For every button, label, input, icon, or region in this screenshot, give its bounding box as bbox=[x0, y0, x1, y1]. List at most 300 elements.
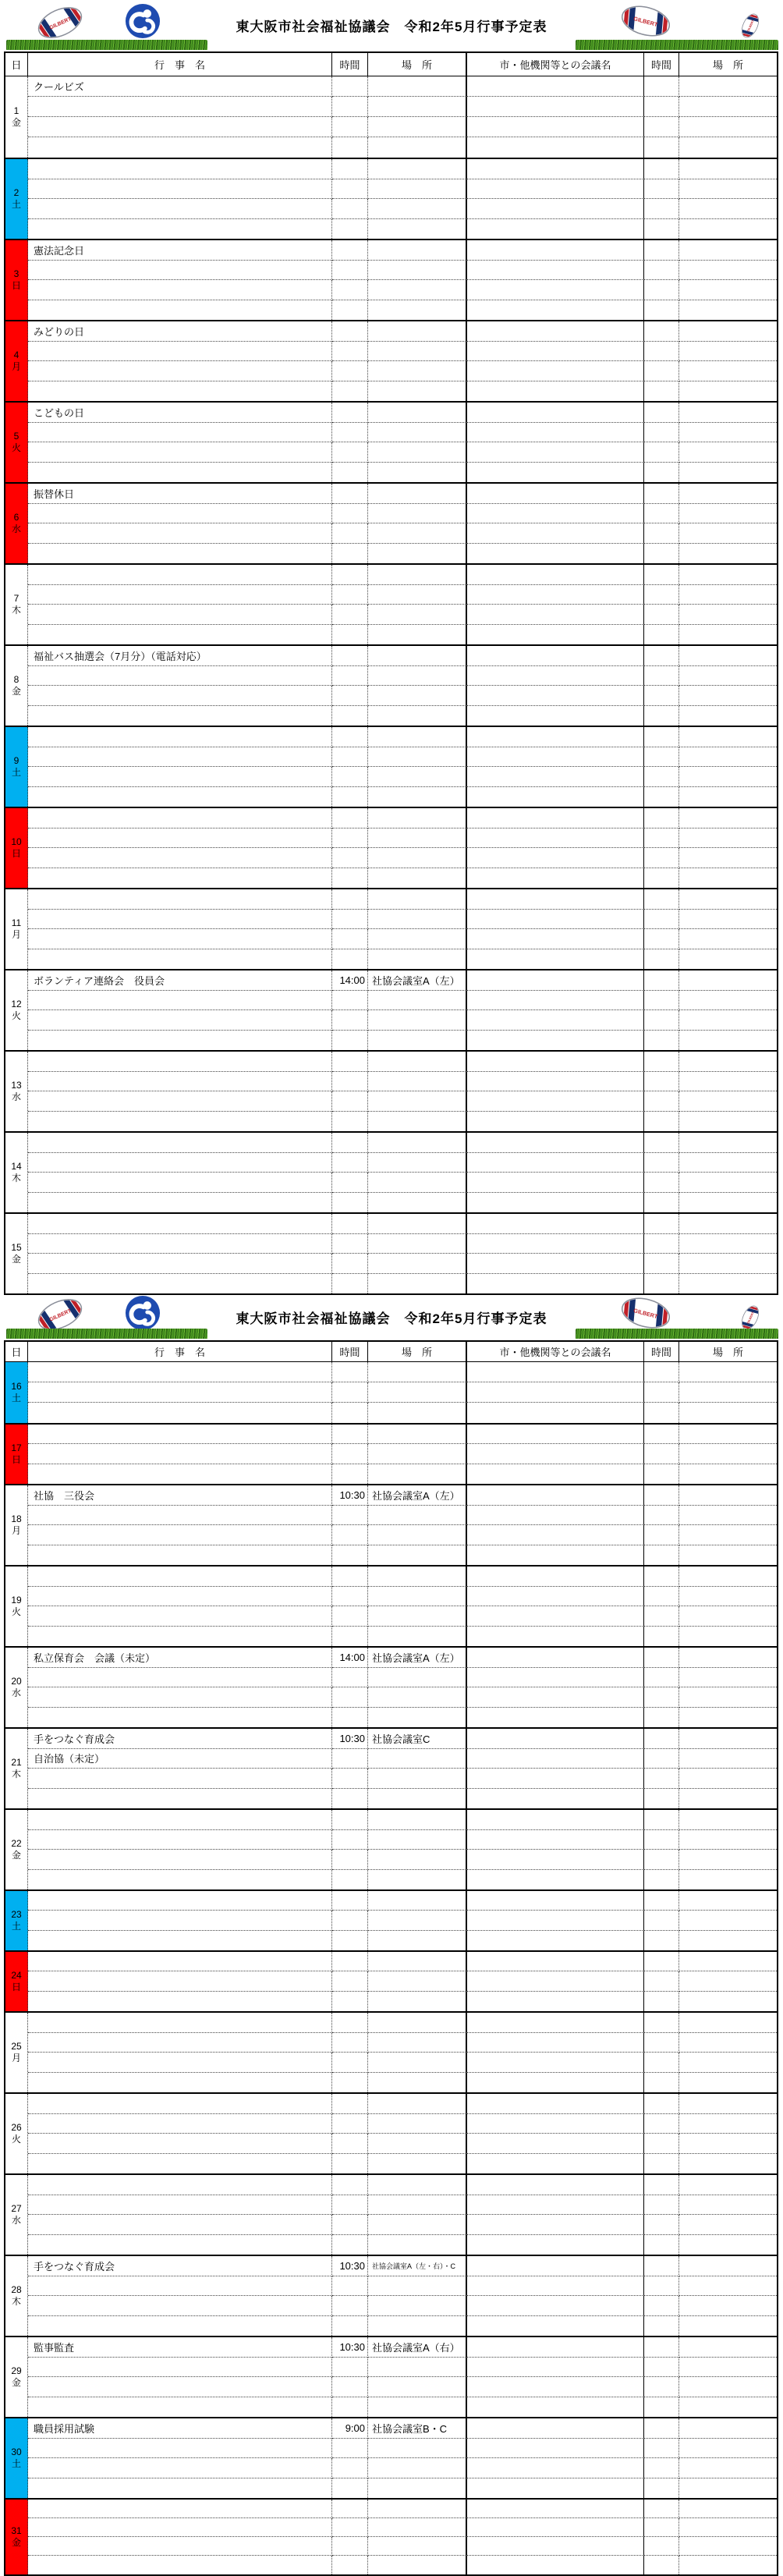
cell-p2-day19-r1 bbox=[679, 1587, 777, 1607]
cell-p2-day24-r1 bbox=[679, 1971, 777, 1991]
cell-p2-day25-r3 bbox=[679, 2073, 777, 2093]
day-row-4 bbox=[5, 320, 777, 401]
cell-mt-day8-r0 bbox=[467, 646, 644, 666]
cell-t1-day18-r1 bbox=[332, 1506, 368, 1526]
cell-ev-day2-r2 bbox=[28, 199, 332, 219]
cell-t1-day5-r2 bbox=[332, 442, 368, 463]
cell-t1-day12-r1 bbox=[332, 991, 368, 1011]
cell-ev-day2-r1 bbox=[28, 179, 332, 200]
cell-t2-day18-r3 bbox=[644, 1545, 679, 1566]
col-header-meeting: 市・他機関等との会議名 bbox=[467, 53, 644, 76]
cell-p2-day14-r2 bbox=[679, 1173, 777, 1193]
cell-t2-day17-r2 bbox=[644, 1464, 679, 1484]
cell-t2-day31-r0 bbox=[644, 2500, 679, 2518]
col-header-meeting: 市・他機関等との会議名 bbox=[467, 1342, 644, 1361]
cell-ev-day1-r0 bbox=[28, 76, 332, 97]
cell-t1-day20-r1 bbox=[332, 1668, 368, 1688]
day-label-7-木: 7 木 bbox=[5, 565, 28, 644]
cell-p2-day7-r0 bbox=[679, 565, 777, 585]
cell-p2-day11-r3 bbox=[679, 949, 777, 970]
cell-ev-day22-r1 bbox=[28, 1830, 332, 1850]
day-row-1 bbox=[5, 76, 777, 158]
cell-t2-day18-r1 bbox=[644, 1506, 679, 1526]
cell-p2-day5-r3 bbox=[679, 463, 777, 483]
cell-ev-day19-r0 bbox=[28, 1567, 332, 1587]
cell-p1-day31-r1 bbox=[368, 2518, 467, 2537]
cell-t1-day8-r1 bbox=[332, 666, 368, 687]
cell-p1-day17-r2 bbox=[368, 1464, 467, 1484]
cell-p2-day29-r0 bbox=[679, 2337, 777, 2358]
cell-t2-day30-r1 bbox=[644, 2439, 679, 2459]
cell-p1-day11-r0 bbox=[368, 889, 467, 910]
day-label-2-土: 2 土 bbox=[5, 159, 28, 239]
cell-p2-day1-r2 bbox=[679, 117, 777, 137]
day-label-12-火: 12 火 bbox=[5, 970, 28, 1050]
cell-t1-day15-r3 bbox=[332, 1274, 368, 1294]
cell-p2-day3-r0 bbox=[679, 240, 777, 261]
cell-p1-day18-r1 bbox=[368, 1506, 467, 1526]
cell-ev-day23-r1 bbox=[28, 1911, 332, 1930]
event-name: 監事監査 bbox=[34, 2341, 75, 2354]
cell-t1-day22-r3 bbox=[332, 1870, 368, 1890]
cell-mt-day19-r1 bbox=[467, 1587, 644, 1607]
cell-t1-day7-r1 bbox=[332, 585, 368, 605]
cell-p1-day16-r0 bbox=[368, 1362, 467, 1382]
cell-ev-day4-r1 bbox=[28, 342, 332, 362]
cell-t1-day31-r2 bbox=[332, 2537, 368, 2556]
cell-t2-day7-r1 bbox=[644, 585, 679, 605]
cell-mt-day18-r0 bbox=[467, 1485, 644, 1506]
event-name: 福祉バス抽選会（7月分）（電話対応） bbox=[34, 650, 207, 662]
page-2 bbox=[0, 1295, 783, 2576]
cell-t1-day26-r1 bbox=[332, 2114, 368, 2134]
cell-t2-day3-r3 bbox=[644, 300, 679, 321]
cell-ev-day5-r0 bbox=[28, 403, 332, 423]
cell-t2-day25-r1 bbox=[644, 2033, 679, 2053]
cell-ev-day3-r2 bbox=[28, 280, 332, 300]
cell-t2-day5-r0 bbox=[644, 403, 679, 423]
cell-t2-day18-r2 bbox=[644, 1525, 679, 1545]
cell-mt-day1-r2 bbox=[467, 117, 644, 137]
cell-p1-day8-r0 bbox=[368, 646, 467, 666]
cell-p1-day19-r0 bbox=[368, 1567, 467, 1587]
day-label-23-土: 23 土 bbox=[5, 1891, 28, 1950]
event-name: クールビズ bbox=[34, 81, 84, 93]
cell-t1-day13-r1 bbox=[332, 1072, 368, 1092]
cell-t2-day13-r2 bbox=[644, 1091, 679, 1112]
cell-t1-day21-r0 bbox=[332, 1729, 368, 1749]
cell-p1-day13-r1 bbox=[368, 1072, 467, 1092]
cell-t2-day1-r3 bbox=[644, 137, 679, 158]
cell-mt-day28-r2 bbox=[467, 2296, 644, 2316]
cell-t1-day27-r0 bbox=[332, 2175, 368, 2195]
cell-t1-day14-r0 bbox=[332, 1133, 368, 1153]
cell-p2-day29-r1 bbox=[679, 2358, 777, 2378]
cell-p1-day7-r3 bbox=[368, 625, 467, 645]
cell-p2-day13-r0 bbox=[679, 1052, 777, 1072]
event-name: みどりの日 bbox=[34, 325, 85, 338]
cell-ev-day20-r2 bbox=[28, 1687, 332, 1708]
cell-t2-day10-r3 bbox=[644, 868, 679, 889]
day-label-28-木: 28 木 bbox=[5, 2256, 28, 2336]
cell-t1-day13-r3 bbox=[332, 1112, 368, 1132]
cell-p2-day11-r2 bbox=[679, 929, 777, 949]
cell-t1-day29-r3 bbox=[332, 2397, 368, 2418]
cell-t1-day18-r2 bbox=[332, 1525, 368, 1545]
cell-p1-day15-r3 bbox=[368, 1274, 467, 1294]
cell-t2-day27-r0 bbox=[644, 2175, 679, 2195]
event-name: こどもの日 bbox=[34, 406, 85, 419]
cell-p2-day22-r0 bbox=[679, 1810, 777, 1830]
cell-p1-day1-r3 bbox=[368, 137, 467, 158]
cell-ev-day12-r0 bbox=[28, 970, 332, 991]
cell-p2-day18-r0 bbox=[679, 1485, 777, 1506]
cell-p2-day18-r2 bbox=[679, 1525, 777, 1545]
cell-t2-day3-r0 bbox=[644, 240, 679, 261]
cell-mt-day23-r0 bbox=[467, 1891, 644, 1911]
cell-t2-day6-r2 bbox=[644, 523, 679, 544]
cell-t1-day1-r1 bbox=[332, 97, 368, 117]
cell-p2-day4-r1 bbox=[679, 342, 777, 362]
cell-t2-day29-r3 bbox=[644, 2397, 679, 2418]
cell-mt-day12-r0 bbox=[467, 970, 644, 991]
day-label-10-日: 10 日 bbox=[5, 808, 28, 888]
grass-decoration bbox=[6, 1329, 207, 1339]
event-time: 10:30 bbox=[339, 2340, 365, 2353]
cell-t2-day20-r3 bbox=[644, 1708, 679, 1728]
cell-p1-day3-r3 bbox=[368, 300, 467, 321]
cell-p2-day19-r3 bbox=[679, 1627, 777, 1647]
cell-mt-day14-r1 bbox=[467, 1153, 644, 1173]
cell-t1-day22-r2 bbox=[332, 1850, 368, 1870]
cell-t1-day11-r3 bbox=[332, 949, 368, 970]
cell-mt-day31-r1 bbox=[467, 2518, 644, 2537]
cell-mt-day16-r2 bbox=[467, 1403, 644, 1423]
cell-p2-day8-r3 bbox=[679, 706, 777, 726]
cell-mt-day25-r3 bbox=[467, 2073, 644, 2093]
day-label-14-木: 14 木 bbox=[5, 1133, 28, 1212]
cell-p1-day23-r1 bbox=[368, 1911, 467, 1930]
cell-t1-day18-r0 bbox=[332, 1485, 368, 1506]
cell-ev-day16-r0 bbox=[28, 1362, 332, 1382]
cell-mt-day15-r0 bbox=[467, 1214, 644, 1234]
cell-ev-day13-r3 bbox=[28, 1112, 332, 1132]
cell-ev-day15-r1 bbox=[28, 1234, 332, 1254]
cell-t1-day3-r0 bbox=[332, 240, 368, 261]
cell-mt-day26-r3 bbox=[467, 2154, 644, 2174]
cell-p2-day10-r3 bbox=[679, 868, 777, 889]
cell-ev-day8-r1 bbox=[28, 666, 332, 687]
cell-t2-day4-r1 bbox=[644, 342, 679, 362]
cell-t2-day6-r1 bbox=[644, 504, 679, 524]
cell-t2-day22-r0 bbox=[644, 1810, 679, 1830]
cell-t2-day12-r2 bbox=[644, 1010, 679, 1031]
cell-p1-day14-r1 bbox=[368, 1153, 467, 1173]
cell-p2-day1-r0 bbox=[679, 76, 777, 97]
cell-ev-day25-r3 bbox=[28, 2073, 332, 2093]
cell-t2-day28-r1 bbox=[644, 2276, 679, 2297]
cell-p2-day6-r2 bbox=[679, 523, 777, 544]
cell-t1-day27-r2 bbox=[332, 2215, 368, 2235]
cell-mt-day3-r2 bbox=[467, 280, 644, 300]
day-row-14 bbox=[5, 1131, 777, 1212]
cell-t1-day1-r3 bbox=[332, 137, 368, 158]
cell-mt-day25-r0 bbox=[467, 2013, 644, 2033]
day-rows-page-1 bbox=[5, 76, 777, 1293]
cell-mt-day16-r0 bbox=[467, 1362, 644, 1382]
day-row-30 bbox=[5, 2417, 777, 2498]
cell-p1-day28-r3 bbox=[368, 2316, 467, 2336]
cell-t1-day13-r2 bbox=[332, 1091, 368, 1112]
cell-t2-day10-r0 bbox=[644, 808, 679, 829]
cell-ev-day23-r2 bbox=[28, 1931, 332, 1950]
cell-t2-day16-r2 bbox=[644, 1403, 679, 1423]
cell-ev-day8-r0 bbox=[28, 646, 332, 666]
cell-mt-day17-r0 bbox=[467, 1425, 644, 1444]
day-label-13-水: 13 水 bbox=[5, 1052, 28, 1131]
cell-t2-day24-r2 bbox=[644, 1992, 679, 2011]
cell-ev-day14-r1 bbox=[28, 1153, 332, 1173]
cell-t2-day5-r1 bbox=[644, 423, 679, 443]
cell-t2-day10-r1 bbox=[644, 829, 679, 849]
cell-ev-day26-r3 bbox=[28, 2154, 332, 2174]
cell-p1-day5-r3 bbox=[368, 463, 467, 483]
cell-t1-day16-r0 bbox=[332, 1362, 368, 1382]
cell-mt-day10-r3 bbox=[467, 868, 644, 889]
col-header-day: 日 bbox=[5, 1342, 28, 1361]
day-row-6 bbox=[5, 482, 777, 563]
cell-p2-day2-r0 bbox=[679, 159, 777, 179]
cell-t2-day16-r1 bbox=[644, 1382, 679, 1403]
cell-ev-day17-r0 bbox=[28, 1425, 332, 1444]
day-rows-page-2 bbox=[5, 1362, 777, 2574]
cell-t1-day5-r3 bbox=[332, 463, 368, 483]
cell-p1-day2-r1 bbox=[368, 179, 467, 200]
cell-t2-day26-r2 bbox=[644, 2134, 679, 2154]
cell-p2-day13-r1 bbox=[679, 1072, 777, 1092]
cell-p2-day30-r1 bbox=[679, 2439, 777, 2459]
cell-ev-day29-r1 bbox=[28, 2358, 332, 2378]
cell-ev-day31-r1 bbox=[28, 2518, 332, 2537]
cell-t1-day16-r2 bbox=[332, 1403, 368, 1423]
cell-ev-day22-r0 bbox=[28, 1810, 332, 1830]
cell-mt-day5-r1 bbox=[467, 423, 644, 443]
cell-t2-day9-r2 bbox=[644, 767, 679, 787]
cell-mt-day29-r1 bbox=[467, 2358, 644, 2378]
cell-t2-day25-r2 bbox=[644, 2053, 679, 2073]
cell-ev-day6-r1 bbox=[28, 504, 332, 524]
cell-t1-day20-r0 bbox=[332, 1648, 368, 1668]
cell-t1-day7-r0 bbox=[332, 565, 368, 585]
cell-mt-day13-r2 bbox=[467, 1091, 644, 1112]
cell-t1-day11-r2 bbox=[332, 929, 368, 949]
cell-ev-day1-r1 bbox=[28, 97, 332, 117]
cell-t1-day26-r3 bbox=[332, 2154, 368, 2174]
cell-ev-day19-r1 bbox=[28, 1587, 332, 1607]
page-title: 東大阪市社会福祉協議会 令和2年5月行事予定表 bbox=[236, 20, 547, 34]
cell-p2-day16-r1 bbox=[679, 1382, 777, 1403]
day-row-13 bbox=[5, 1050, 777, 1131]
day-row-3 bbox=[5, 239, 777, 320]
cell-mt-day14-r0 bbox=[467, 1133, 644, 1153]
day-label-18-月: 18 月 bbox=[5, 1485, 28, 1565]
cell-p1-day29-r2 bbox=[368, 2377, 467, 2397]
cell-t1-day10-r3 bbox=[332, 868, 368, 889]
cell-t2-day26-r1 bbox=[644, 2114, 679, 2134]
cell-ev-day17-r1 bbox=[28, 1444, 332, 1464]
cell-p1-day13-r3 bbox=[368, 1112, 467, 1132]
day-label-4-月: 4 月 bbox=[5, 321, 28, 401]
cell-p1-day9-r0 bbox=[368, 727, 467, 747]
cell-t1-day5-r0 bbox=[332, 403, 368, 423]
col-header-place: 場 所 bbox=[368, 1342, 467, 1361]
event-time: 10:30 bbox=[339, 1732, 365, 1744]
cell-p2-day5-r1 bbox=[679, 423, 777, 443]
day-row-15 bbox=[5, 1212, 777, 1293]
col-header-time2: 時間 bbox=[644, 1342, 679, 1361]
cell-ev-day26-r2 bbox=[28, 2134, 332, 2154]
cell-p2-day14-r0 bbox=[679, 1133, 777, 1153]
cell-p1-day23-r0 bbox=[368, 1891, 467, 1911]
cell-p2-day22-r1 bbox=[679, 1830, 777, 1850]
cell-t2-day13-r0 bbox=[644, 1052, 679, 1072]
cell-p1-day30-r3 bbox=[368, 2478, 467, 2499]
cell-p1-day4-r2 bbox=[368, 361, 467, 381]
cell-t2-day31-r1 bbox=[644, 2518, 679, 2537]
cell-mt-day19-r3 bbox=[467, 1627, 644, 1647]
cell-p1-day5-r2 bbox=[368, 442, 467, 463]
cell-t2-day4-r3 bbox=[644, 381, 679, 402]
cell-p2-day2-r2 bbox=[679, 199, 777, 219]
cell-t2-day10-r2 bbox=[644, 848, 679, 868]
cell-ev-day7-r2 bbox=[28, 605, 332, 625]
cell-p2-day5-r0 bbox=[679, 403, 777, 423]
cell-p2-day25-r0 bbox=[679, 2013, 777, 2033]
cell-t2-day21-r1 bbox=[644, 1749, 679, 1769]
cell-mt-day30-r3 bbox=[467, 2478, 644, 2499]
cell-p1-day22-r2 bbox=[368, 1850, 467, 1870]
cell-t2-day13-r1 bbox=[644, 1072, 679, 1092]
cell-p2-day28-r2 bbox=[679, 2296, 777, 2316]
cell-p1-day30-r2 bbox=[368, 2458, 467, 2478]
cell-p2-day30-r3 bbox=[679, 2478, 777, 2499]
cell-t2-day31-r3 bbox=[644, 2556, 679, 2574]
cell-mt-day27-r2 bbox=[467, 2215, 644, 2235]
cell-mt-day15-r1 bbox=[467, 1234, 644, 1254]
event-name: 社協 三役会 bbox=[34, 1489, 95, 1502]
day-label-17-日: 17 日 bbox=[5, 1425, 28, 1484]
cell-mt-day6-r2 bbox=[467, 523, 644, 544]
cell-t1-day25-r1 bbox=[332, 2033, 368, 2053]
day-row-25 bbox=[5, 2011, 777, 2092]
cell-p1-day8-r3 bbox=[368, 706, 467, 726]
cell-t1-day2-r0 bbox=[332, 159, 368, 179]
cell-p1-day15-r0 bbox=[368, 1214, 467, 1234]
col-header-time2: 時間 bbox=[644, 53, 679, 76]
cell-t1-day30-r0 bbox=[332, 2418, 368, 2439]
cell-t2-day5-r3 bbox=[644, 463, 679, 483]
cell-ev-day31-r2 bbox=[28, 2537, 332, 2556]
day-label-29-金: 29 金 bbox=[5, 2337, 28, 2417]
cell-mt-day13-r1 bbox=[467, 1072, 644, 1092]
cell-t2-day21-r0 bbox=[644, 1729, 679, 1749]
cell-ev-day9-r2 bbox=[28, 767, 332, 787]
cell-mt-day3-r1 bbox=[467, 261, 644, 281]
cell-p2-day31-r3 bbox=[679, 2556, 777, 2574]
cell-t1-day21-r1 bbox=[332, 1749, 368, 1769]
cell-mt-day6-r0 bbox=[467, 484, 644, 504]
cell-p1-day21-r1 bbox=[368, 1749, 467, 1769]
cell-p1-day19-r1 bbox=[368, 1587, 467, 1607]
cell-t2-day4-r2 bbox=[644, 361, 679, 381]
cell-p1-day1-r0 bbox=[368, 76, 467, 97]
day-row-20 bbox=[5, 1646, 777, 1727]
cell-p1-day11-r1 bbox=[368, 910, 467, 930]
cell-p1-day2-r3 bbox=[368, 219, 467, 240]
cell-t2-day4-r0 bbox=[644, 321, 679, 342]
cell-t2-day27-r2 bbox=[644, 2215, 679, 2235]
cell-t2-day1-r2 bbox=[644, 117, 679, 137]
cell-t2-day19-r2 bbox=[644, 1606, 679, 1627]
cell-ev-day5-r3 bbox=[28, 463, 332, 483]
day-label-26-火: 26 火 bbox=[5, 2094, 28, 2173]
cell-t1-day2-r1 bbox=[332, 179, 368, 200]
day-row-26 bbox=[5, 2092, 777, 2173]
cell-mt-day2-r1 bbox=[467, 179, 644, 200]
cell-t1-day22-r1 bbox=[332, 1830, 368, 1850]
cell-p1-day25-r2 bbox=[368, 2053, 467, 2073]
cell-t2-day12-r3 bbox=[644, 1031, 679, 1051]
cell-ev-day30-r2 bbox=[28, 2458, 332, 2478]
cell-ev-day31-r0 bbox=[28, 2500, 332, 2518]
cell-p1-day19-r2 bbox=[368, 1606, 467, 1627]
day-row-22 bbox=[5, 1808, 777, 1889]
cell-ev-day25-r2 bbox=[28, 2053, 332, 2073]
cell-p2-day23-r2 bbox=[679, 1931, 777, 1950]
cell-p1-day15-r1 bbox=[368, 1234, 467, 1254]
cell-p1-day27-r0 bbox=[368, 2175, 467, 2195]
cell-p1-day6-r0 bbox=[368, 484, 467, 504]
cell-mt-day1-r1 bbox=[467, 97, 644, 117]
cell-mt-day22-r1 bbox=[467, 1830, 644, 1850]
cell-ev-day21-r1 bbox=[28, 1749, 332, 1769]
cell-mt-day8-r2 bbox=[467, 686, 644, 706]
cell-t1-day25-r3 bbox=[332, 2073, 368, 2093]
day-label-20-水: 20 水 bbox=[5, 1648, 28, 1727]
cell-t1-day17-r0 bbox=[332, 1425, 368, 1444]
cell-t1-day31-r3 bbox=[332, 2556, 368, 2574]
cell-t1-day12-r0 bbox=[332, 970, 368, 991]
cell-t2-day21-r3 bbox=[644, 1789, 679, 1809]
cell-mt-day22-r2 bbox=[467, 1850, 644, 1870]
cell-t1-day19-r3 bbox=[332, 1627, 368, 1647]
cell-ev-day31-r3 bbox=[28, 2556, 332, 2574]
event-place: 社協会議室B・C bbox=[372, 2422, 448, 2435]
cell-p2-day16-r2 bbox=[679, 1403, 777, 1423]
cell-t1-day25-r2 bbox=[332, 2053, 368, 2073]
event-name: 私立保育会 会議（未定） bbox=[34, 1652, 156, 1664]
cell-p1-day18-r3 bbox=[368, 1545, 467, 1566]
cell-t2-day2-r0 bbox=[644, 159, 679, 179]
cell-p2-day28-r1 bbox=[679, 2276, 777, 2297]
event-name: 振替休日 bbox=[34, 488, 75, 500]
cell-mt-day31-r0 bbox=[467, 2500, 644, 2518]
cell-p2-day20-r2 bbox=[679, 1687, 777, 1708]
cell-p2-day22-r2 bbox=[679, 1850, 777, 1870]
cell-ev-day19-r3 bbox=[28, 1627, 332, 1647]
cell-ev-day15-r2 bbox=[28, 1254, 332, 1274]
cell-t1-day5-r1 bbox=[332, 423, 368, 443]
